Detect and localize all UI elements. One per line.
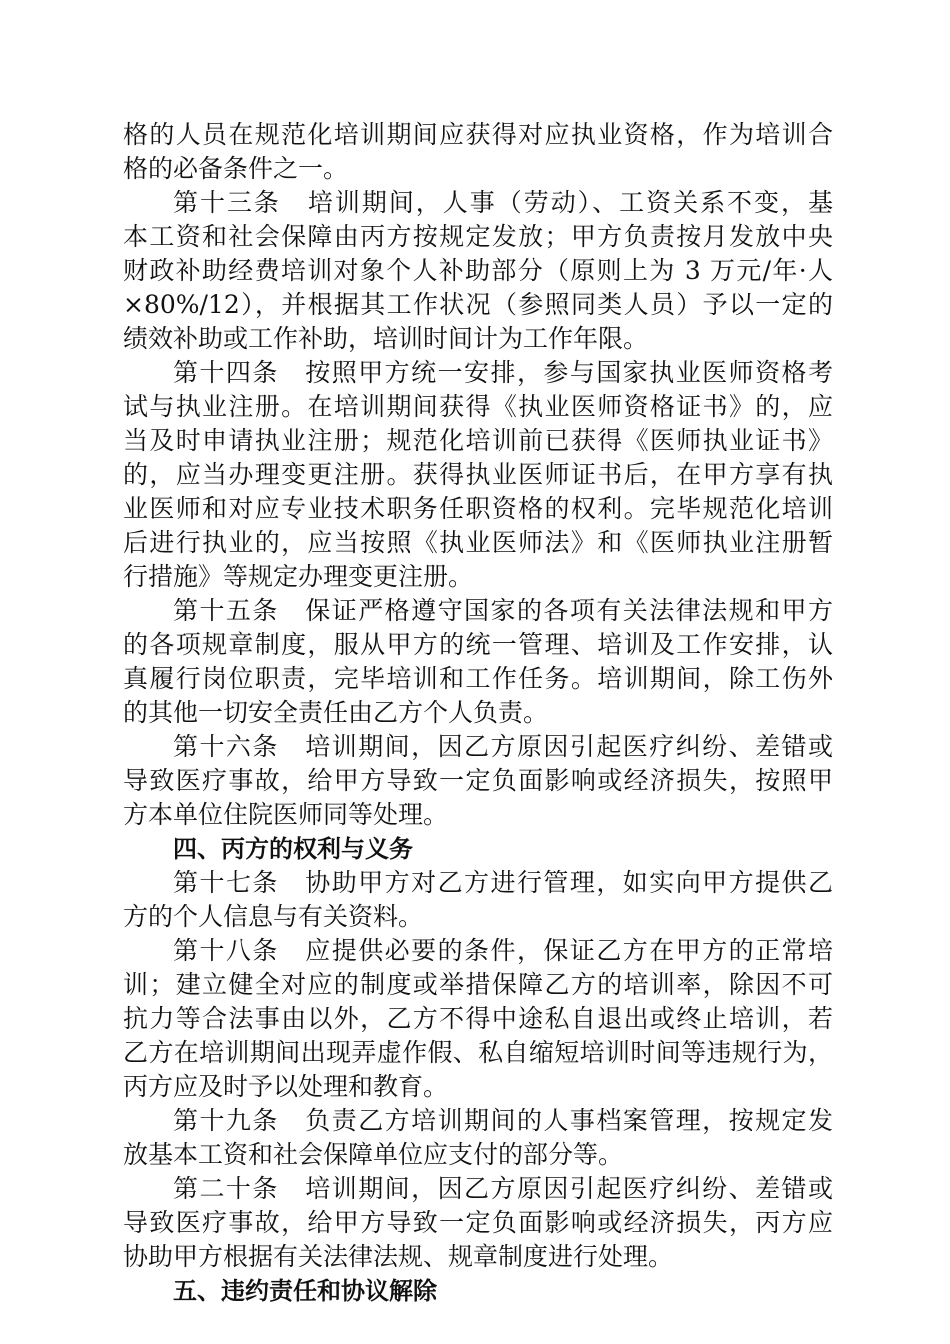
text-line: 的各项规章制度，服从甲方的统一管理、培训及工作安排，认: [123, 630, 833, 659]
text-line: 的其他一切安全责任由乙方个人负责。: [123, 698, 549, 727]
text-line: 导致医疗事故，给甲方导致一定负面影响或经济损失，丙方应: [123, 1208, 833, 1237]
text-line: 乙方在培训期间出现弄虚作假、私自缩短培训时间等违规行为，: [123, 1038, 833, 1067]
document-body: [123, 118, 833, 1308]
text-line: 本工资和社会保障由丙方按规定发放；甲方负责按月发放中央: [123, 222, 833, 251]
text-line: 训；建立健全对应的制度或举措保障乙方的培训率，除因不可: [123, 970, 833, 999]
text-line: 第十九条 负责乙方培训期间的人事档案管理，按规定发: [173, 1106, 833, 1135]
paragraph-article-20: [123, 1172, 833, 1274]
text-line: 第十四条 按照甲方统一安排，参与国家执业医师资格考: [173, 358, 833, 387]
text-line: 第十七条 协助甲方对乙方进行管理，如实向甲方提供乙: [173, 868, 833, 897]
paragraph-article-17: [123, 866, 833, 934]
text-line: 行措施》等规定办理变更注册。: [123, 562, 474, 591]
text-line: 试与执业注册。在培训期间获得《执业医师资格证书》的，应: [123, 392, 833, 421]
text-line: 第十五条 保证严格遵守国家的各项有关法律法规和甲方: [173, 596, 833, 625]
paragraph-article-13: [123, 186, 833, 356]
text-line: 业医师和对应专业技术职务任职资格的权利。完毕规范化培训: [123, 494, 833, 523]
paragraph-article-19: [123, 1104, 833, 1172]
text-line: 抗力等合法事由以外，乙方不得中途私自退出或终止培训，若: [123, 1004, 833, 1033]
paragraph-article-16: [123, 730, 833, 832]
text-line: 方的个人信息与有关资料。: [123, 902, 424, 931]
text-line: 协助甲方根据有关法律法规、规章制度进行处理。: [123, 1242, 674, 1271]
text-line: 后进行执业的，应当按照《执业医师法》和《医师执业注册暂: [123, 528, 833, 557]
text-line: 第十八条 应提供必要的条件，保证乙方在甲方的正常培: [173, 936, 833, 965]
section-heading-4: 四、丙方的权利与义务: [173, 835, 413, 863]
paragraph-article-18: [123, 934, 833, 1104]
paragraph-article-15: [123, 594, 833, 730]
text-line: 方本单位住院医师同等处理。: [123, 800, 449, 829]
text-line: 第二十条 培训期间，因乙方原因引起医疗纠纷、差错或: [173, 1174, 833, 1203]
paragraph-continuation: [123, 118, 833, 186]
text-line: ×80%/12），并根据其工作状况（参照同类人员）予以一定的: [123, 290, 833, 319]
text-line: 放基本工资和社会保障单位应支付的部分等。: [123, 1140, 624, 1169]
text-line: 导致医疗事故，给甲方导致一定负面影响或经济损失，按照甲: [123, 766, 833, 795]
text-line: 真履行岗位职责，完毕培训和工作任务。培训期间，除工伤外: [123, 664, 833, 693]
text-line: 当及时申请执业注册；规范化培训前已获得《医师执业证书》: [123, 426, 833, 455]
section-heading-5: 五、违约责任和协议解除: [173, 1277, 437, 1305]
text-line: 丙方应及时予以处理和教育。: [123, 1072, 449, 1101]
text-line: 的，应当办理变更注册。获得执业医师证书后，在甲方享有执: [123, 460, 833, 489]
text-line: 财政补助经费培训对象个人补助部分（原则上为 3 万元/年·人: [123, 256, 833, 285]
paragraph-article-14: [123, 356, 833, 594]
text-line: 格的人员在规范化培训期间应获得对应执业资格，作为培训合: [123, 120, 833, 149]
text-line: 绩效补助或工作补助，培训时间计为工作年限。: [123, 324, 649, 353]
text-line: 格的必备条件之一。: [123, 154, 349, 183]
text-line: 第十六条 培训期间，因乙方原因引起医疗纠纷、差错或: [173, 732, 833, 761]
text-line: 第十三条 培训期间，人事（劳动）、工资关系不变，基: [173, 188, 833, 217]
